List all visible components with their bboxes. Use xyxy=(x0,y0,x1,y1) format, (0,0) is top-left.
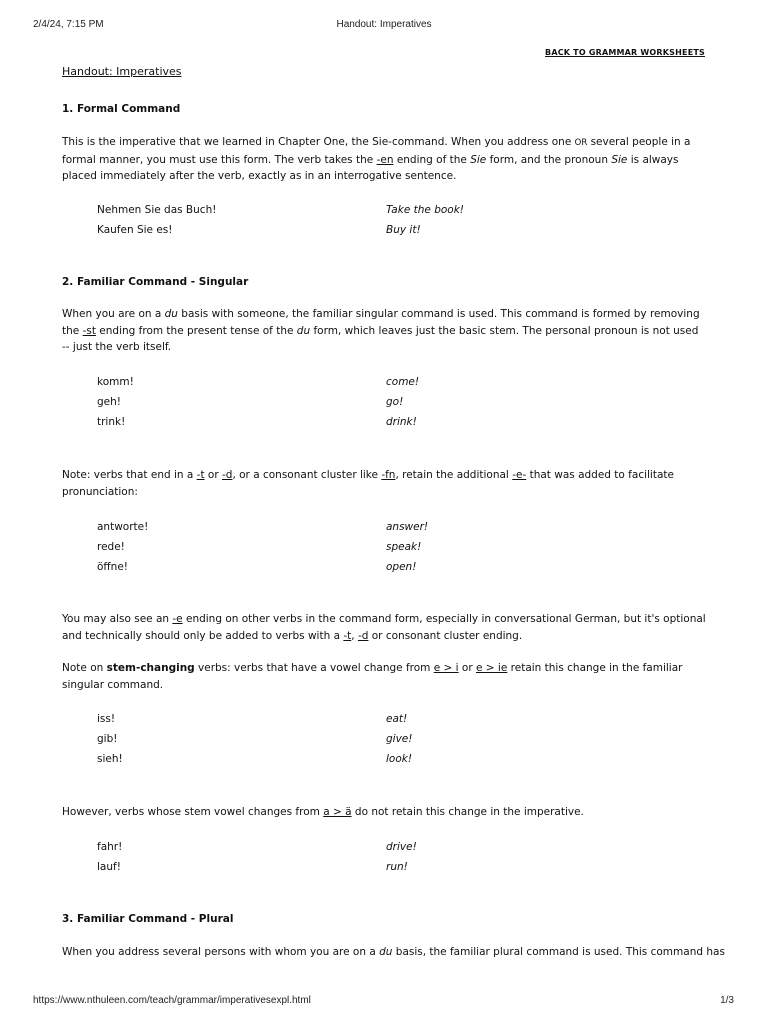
example-row: rede! speak! xyxy=(97,541,422,553)
example-row: Nehmen Sie das Buch! Take the book! xyxy=(97,204,464,216)
example-row: trink! drink! xyxy=(97,416,417,428)
familiar-plural-paragraph: When you address several persons with whom you are on a du basis, the familiar plural command is used. This command has xyxy=(62,946,725,958)
section-heading-familiar-singular: 2. Familiar Command - Singular xyxy=(62,276,249,288)
stem-changing-examples xyxy=(97,711,657,771)
print-datetime: 2/4/24, 7:15 PM xyxy=(33,19,104,30)
example-row: sieh! look! xyxy=(97,753,413,765)
umlaut-examples xyxy=(97,839,657,879)
page-title: Handout: Imperatives xyxy=(62,65,182,78)
familiar-singular-paragraph: When you are on a du basis with someone, the familiar singular command is used. This command is formed by removing the -st ending from the present tense of the du form, which leaves just the basic stem. The personal pronoun is not used -- just the verb itself. xyxy=(62,308,700,353)
retain-e-note: Note: verbs that end in a -t or -d, or a consonant cluster like -fn, retain the additional -e- that was added to facilitate pronunciation: xyxy=(62,469,674,498)
example-row: Kaufen Sie es! Buy it! xyxy=(97,224,421,236)
example-row: antworte! answer! xyxy=(97,521,429,533)
example-row: fahr! drive! xyxy=(97,841,417,853)
section-heading-formal: 1. Formal Command xyxy=(62,103,181,115)
umlaut-paragraph: However, verbs whose stem vowel changes from a > ä do not retain this change in the imperative. xyxy=(62,806,584,818)
page-number: 1/3 xyxy=(720,995,734,1006)
print-url: https://www.nthuleen.com/teach/grammar/imperativesexpl.html xyxy=(33,995,311,1006)
example-row: lauf! run! xyxy=(97,861,408,873)
example-row: geh! go! xyxy=(97,396,404,408)
formal-examples xyxy=(97,202,657,242)
example-row: komm! come! xyxy=(97,376,420,388)
stem-changing-paragraph: Note on stem-changing verbs: verbs that have a vowel change from e > i or e > ie retain this change in the familiar singular command. xyxy=(62,662,683,691)
example-row: gib! give! xyxy=(97,733,413,745)
section-heading-familiar-plural: 3. Familiar Command - Plural xyxy=(62,913,234,925)
retain-e-examples xyxy=(97,519,657,579)
back-to-worksheets-link[interactable]: BACK TO GRAMMAR WORKSHEETS xyxy=(545,48,705,57)
print-title: Handout: Imperatives xyxy=(336,19,432,30)
formal-command-paragraph: This is the imperative that we learned in Chapter One, the Sie-command. When you address one OR several people in a formal manner, you must use this form. The verb takes the -en ending of the Sie form, and the pronoun Sie is always placed immediately after the verb, exactly as in an interrogative sentence. xyxy=(62,136,691,182)
example-row: öffne! open! xyxy=(97,561,417,573)
familiar-singular-examples xyxy=(97,374,657,434)
optional-e-paragraph: You may also see an -e ending on other verbs in the command form, especially in conversational German, but it's optional and technically should only be added to verbs with a -t, -d or consonant cluster ending. xyxy=(62,613,706,642)
example-row: iss! eat! xyxy=(97,713,408,725)
